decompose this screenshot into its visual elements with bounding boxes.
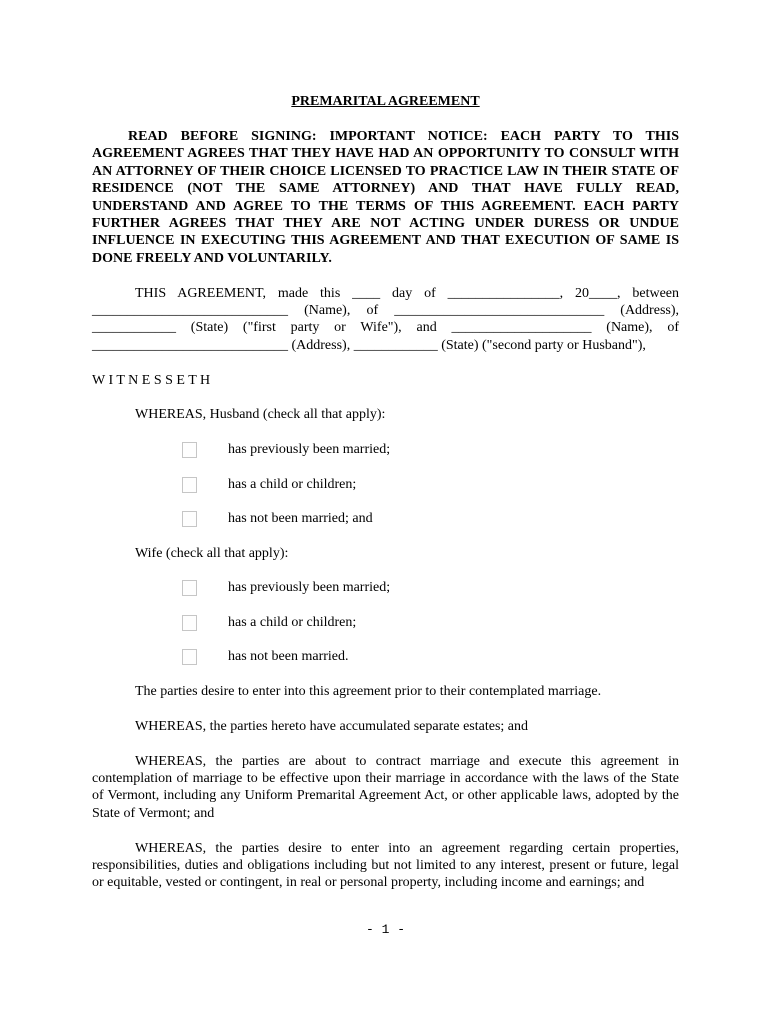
husband-previously-married-checkbox[interactable] — [182, 442, 197, 458]
wife-section-heading: Wife (check all that apply): — [135, 545, 289, 561]
whereas-properties-paragraph: WHEREAS, the parties desire to enter into an agreement regarding certain properties, responsibilities, duties and obligations including but not limited to any interest, present or future, legal or equitable, vested or contingent, in real or personal property, including income and earnings; and — [92, 840, 679, 891]
checkbox-label: has not been married. — [228, 649, 349, 665]
husband-not-married-checkbox[interactable] — [182, 511, 197, 527]
wife-child-checkbox[interactable] — [182, 615, 197, 631]
checkbox-label: has not been married; and — [228, 511, 373, 527]
desire-paragraph: The parties desire to enter into this agreement prior to their contemplated marriage. — [135, 683, 602, 699]
checkbox-label: has previously been married; — [228, 580, 391, 596]
whereas-contract-marriage-paragraph: WHEREAS, the parties are about to contract marriage and execute this agreement in contemplation of marriage to be effective upon their marriage in accordance with the laws of the State of Vermont, including any Uniform Premarital Agreement Act, or other applicable laws, adopted by the State of Vermont; and — [92, 753, 679, 821]
checkbox-label: has a child or children; — [228, 476, 357, 492]
notice-paragraph: READ BEFORE SIGNING: IMPORTANT NOTICE: EACH PARTY TO THIS AGREEMENT AGREES THAT THEY HAVE HAD AN OPPORTUNITY TO CONSULT WITH AN ATTORNEY OF THEIR CHOICE LICENSED TO PRACTICE LAW IN THEIR STATE OF RESIDENCE (NOT THE SAME ATTORNEY) AND THAT HAVE FULLY READ, UNDERSTAND AND AGREE TO THE TERMS OF THIS AGREEMENT. EACH PARTY FURTHER AGREES THAT THEY ARE NOT ACTING UNDER DURESS OR UNDUE INFLUENCE IN EXECUTING THIS AGREEMENT AND THAT EXECUTION OF SAME IS DONE FREELY AND VOLUNTARILY. — [92, 128, 679, 266]
husband-previously-married-row — [92, 441, 679, 458]
husband-child-checkbox[interactable] — [182, 477, 197, 493]
wife-previously-married-row — [92, 579, 679, 596]
wife-not-married-row — [92, 648, 679, 665]
intro-paragraph: THIS AGREEMENT, made this ____ day of ________________, 20____, between ____________________________ (Name), of ______________________________ (Address), ____________ (State) ("first party or Wife"), and ____________________ (Name), of ____________________________ (Address), ____________ (State) ("second party or Husband"), — [92, 285, 679, 353]
husband-section-heading: WHEREAS, Husband (check all that apply): — [135, 407, 386, 423]
page-number: - 1 - — [365, 921, 405, 937]
checkbox-label: has previously been married; — [228, 442, 391, 458]
whereas-estates-paragraph: WHEREAS, the parties hereto have accumulated separate estates; and — [135, 718, 529, 734]
husband-not-married-row — [92, 510, 679, 527]
wife-child-row — [92, 614, 679, 631]
document-title: PREMARITAL AGREEMENT — [291, 94, 480, 109]
wife-previously-married-checkbox[interactable] — [182, 580, 197, 596]
checkbox-label: has a child or children; — [228, 614, 357, 630]
witnesseth-heading: W I T N E S S E T H — [92, 372, 211, 388]
wife-not-married-checkbox[interactable] — [182, 649, 197, 665]
husband-child-row — [92, 476, 679, 493]
